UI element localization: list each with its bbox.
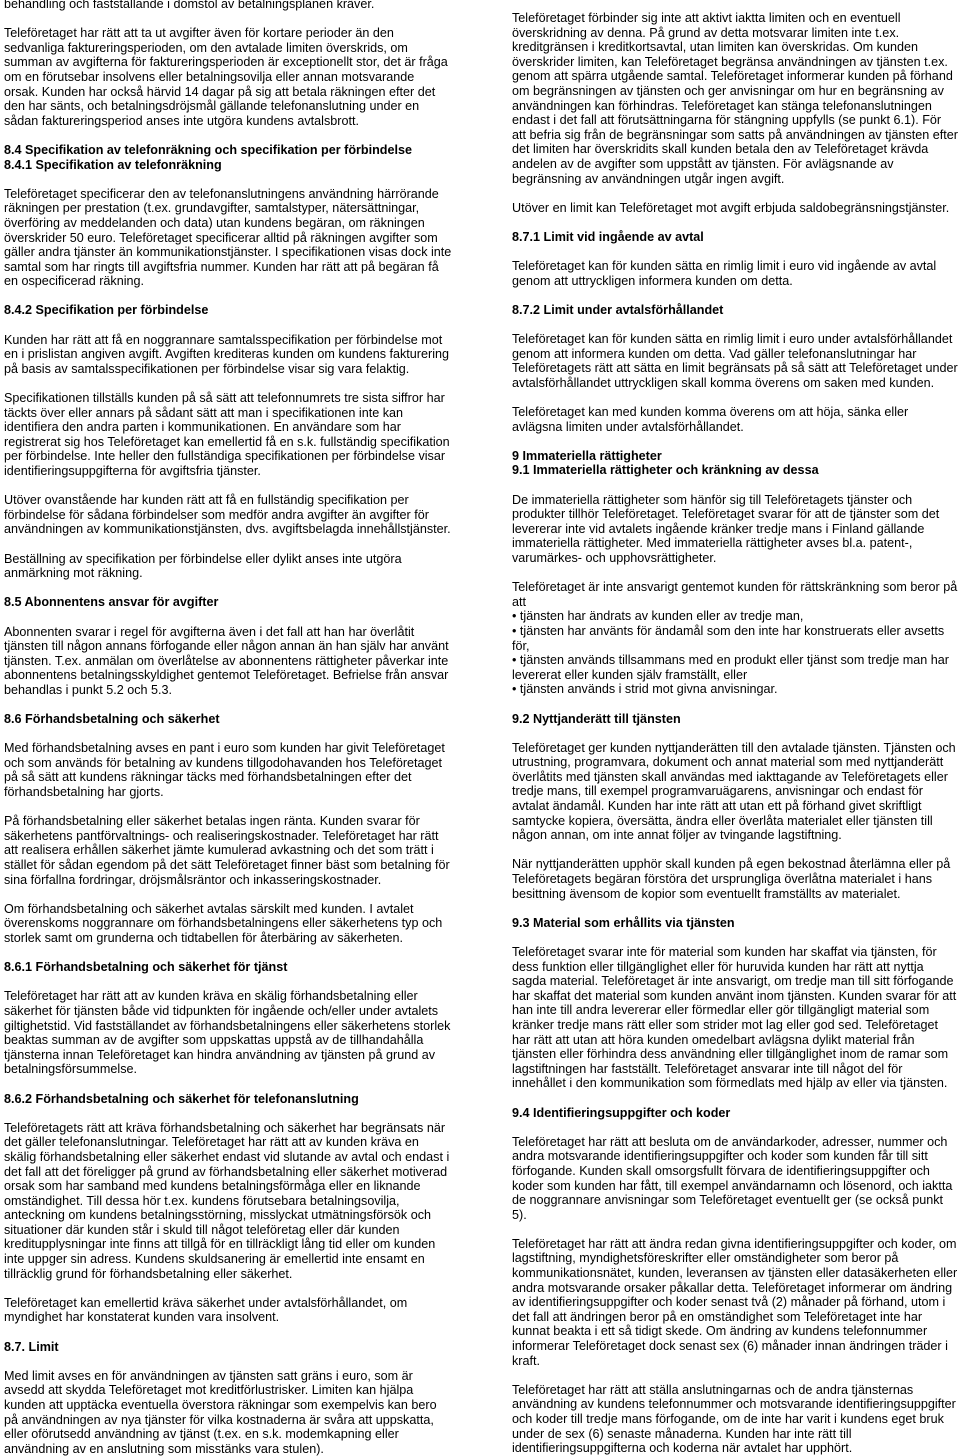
section-heading: 8.4.1 Specifikation av telefonräkning [4,157,222,172]
section-heading: 8.7.2 Limit under avtalsförhållandet [512,302,724,317]
paragraph: Teleföretaget svarar inte för material som kunden har skaffat via tjänsten, för dess funktion eller tillgänglighet eller för huruvida kunden har rätt att nyttja sagda material. Teleföretaget är inte ansvarigt, om tredje man till sitt förfogande har skaffat det material som kunden använt inom tjänsten. Kunden svarar för att han inte till andra levererar eller förmedlar eller gör tillgängligt material som kränker tredje mans rätt eller som strider mot lag eller god sed. Teleföretaget har rätt att utan att höra kunden omedelbart avlägsna dylikt material från tjänsten eller förhindra dess användning eller tillgänglighet inom de ramar som lagstiftningen har fastställt. Teleföretaget ansvarar inte till något del för innehållet i den kommunikation som förmedlats med hjälp av eller via tjänsten. [512,945,957,1091]
bullet-item: • tjänsten används tillsammans med en produkt eller tjänst som tredje man har levererat eller kunden själv framställt, eller [512,653,950,682]
bullet-item: • tjänsten används i strid mot givna anvisningar. [512,682,778,697]
paragraph: Med förhandsbetalning avses en pant i euro som kunden har givit Teleföretaget och som används för betalning av kundens tillgodohavanden hos Teleföretaget på så sätt att kundens räkningar täcks med förhandsbetalningen efter det förhandsbetalning har gjorts. [4,741,445,800]
section-heading: 8.7. Limit [4,1339,59,1354]
paragraph: Specifikationen tillställs kunden på så sätt att telefonnumrets tre sista siffror har täckts över eller annars på sådant sätt att man i specifikationen inte kan identifiera den andra parten i kommunikationen. En användare som har registrerat sig hos Teleföretaget kan emellertid få en s.k. fullständig specifikation per förbindelse. Inte heller den fullständiga specifikationen per förbindelse visar identifieringsuppgifterna för avgiftsfria tjänster. [4,391,450,478]
section-heading: 8.6.1 Förhandsbetalning och säkerhet för tjänst [4,960,288,975]
section-heading: 8.7.1 Limit vid ingående av avtal [512,229,704,244]
paragraph: Teleföretaget kan för kunden sätta en rimlig limit i euro vid ingående av avtal genom att uttryckligen informera kunden om detta. [512,259,937,288]
paragraph: När nyttjanderätten upphör skall kunden på egen bekostnad återlämna eller på Teleföretagets begäran förstöra det ursprungliga överlåtna materialet i hans besittning ävensom de kopior som eventuellt framställts av materialet. [512,857,951,901]
paragraph: Teleföretaget kan med kunden komma överens om att höja, sänka eller avlägsna limiten under avtalsförhållandet. [512,405,909,434]
section-heading: 9 Immateriella rättigheter [512,448,662,463]
paragraph: Teleföretaget kan för kunden sätta en rimlig limit i euro under avtalsförhållandet genom att informera kunden om detta. Vad gäller telefonanslutningar har Teleföretagets rätt att sätta en limit begränsats på så sätt att Teleföretaget under avtalsförhållandet uttryckligen skall komma överens om saken med kunden. [512,332,958,390]
paragraph: behandling och fastställande i domstol av betalningsplanen kräver. [4,0,375,11]
paragraph: Teleföretaget har rätt att ta ut avgifter även för kortare perioder än den sedvanliga faktureringsperioden, om den avtalade limiten överskrids, om summan av avgifterna för faktureringsperioden är exceptionellt stor, det är fråga om en förutsebar insolvens eller betalningsovilja eller annan motsvarande orsak. Kunden har också härvid 14 dagar på sig att betala räkningen efter det den har sänts, och betalningsdröjsmål gällande telefonanslutning under en sådan faktureringsperiod anses inte utgöra kundens avtalsbrott. [4,26,448,128]
section-heading: 8.6 Förhandsbetalning och säkerhet [4,712,220,727]
paragraph: Teleföretaget har rätt att av kunden kräva en skälig förhandsbetalning eller säkerhet för tjänsten både vid tidpunkten för ingående och/eller under avtalets giltighetstid. Vid fastställandet av förhandsbetalningens eller säkerhetens storlek beaktas summan av de avgifter som uppskattas uppstå av de tillhandahålla tjänsterna innan Teleföretaget kan hindra användning av tjänsten på grund av betalningsförsummelse. [4,989,451,1077]
paragraph: Beställning av specifikation per förbindelse eller dylikt anses inte utgöra anmärkning mot räkning. [4,551,402,581]
section-heading: 9.4 Identifieringsuppgifter och koder [512,1105,731,1120]
paragraph: Utöver en limit kan Teleföretaget mot avgift erbjuda saldobegränsningstjänster. [512,200,950,215]
paragraph: Utöver ovanstående har kunden rätt att få en fullständig specifikation per förbindelse för sådana förbindelser som medför andra avgifter än avgifter för användningen av kommunikationstjänsten, dvs. avgiftsbelagda innehållstjänster. [4,493,451,537]
paragraph: Teleföretaget förbinder sig inte att aktivt iaktta limiten och en eventuell överskridning av denna. På grund av detta motsvarar limiten inte t.ex. kreditgränsen i kreditkortsavtal, utan limiten kan överskridas. Om kunden överskrider limiten, kan Teleföretaget begränsa användningen av tjänsten t.ex. genom att spärra utgående samtal. Teleföretaget informerar kunden på förhand om begränsningen av tjänsten och ger anvisningar om hur en begränsning av användningen kan förhindras. Teleföretaget kan stänga telefonanslutningen endast i det fall att förutsättningarna för stängning uppfylls (se punkt 6.1). För att befria sig från de begränsningar som satts på användningen av tjänsten efter det limiten har överskridits skall kunden betala den av Teleföretaget krävda andelen av de avgifter som uppstått av tjänsten. För avlägsnande av begränsning av användningen utgår ingen avgift. [512,11,958,186]
paragraph: Teleföretagets rätt att kräva förhandsbetalning och säkerhet har begränsats när det gäller telefonanslutningar. Teleföretaget har rätt att av kunden kräva en skälig förhandsbetalning eller säkerhet endast vid slutande av avtal och endast i det fall att det föreligger på grund av förhandsbetalning eller säkerhet motiverad orsak som har samband med kundens betalningsförmåga eller en liknande omständighet. Till dessa hör t.ex. kundens förutsebara betalningsovilja, anteckning om kundens betalningsstörning, misslyckat utmätningsförsök och situationer där kunden står i skuld till något teleföretag eller där kunden kreditupplysningar inte finns att tillgå för en tillräckligt lång tid eller om kunden inte uppger sin adress. Kundens skuldsanering är emellertid inte ensamt en tillräcklig grund för förhandsbetalning eller säkerhet. [4,1120,450,1281]
paragraph: Teleföretaget kan emellertid kräva säkerhet under avtalsförhållandet, om myndighet har konstaterat kunden vara insolvent. [4,1295,408,1325]
paragraph: Med limit avses en för användningen av tjänsten satt gräns i euro, som är avsedd att skydda Teleföretaget mot kreditförlustrisker. Limiten kan hjälpa kunden att upptäcka eventuella överstora räkningar som exempelvis kan bero på användningen av nya tjänster för vilka kostnaderna är svåra att uppskatta, eller oförutsedd användning av tjänst (t.ex. en s.k. modemkapning eller användning av en anslutning som misstänks vara stulen). [4,1368,437,1456]
paragraph: Abonnenten svarar i regel för avgifterna även i det fall att han har överlåtit tjänsten till någon annans förfogande eller någon annan än han själv har använt tjänsten. T.ex. anmälan om överlåtelse av abonnentens rättigheter påverkar inte abonnentens betalningsskyldighet gentemot Teleföretaget. Befrielse från ansvar behandlas i punkt 5.2 och 5.3. [4,624,449,697]
section-heading: 8.6.2 Förhandsbetalning och säkerhet för telefonanslutning [4,1091,359,1106]
paragraph: Teleföretaget ger kunden nyttjanderätten till den avtalade tjänsten. Tjänsten och utrustning, programvara, dokument och annat material som med nyttjanderätt överlåtits med tjänsten skall användas med iakttagande av Teleföretagets eller tredje mans, till exempel programvaruägarens, anvisningar och endast för avtalat ändamål. Kunden har inte rätt att utan ett på förhand givet skriftligt samtycke kopiera, översätta, ändra eller överlåta materialet eller tjänsten till någon annan, om inte annat följer av tvingande lagstiftning. [512,740,956,843]
left-column [4,0,452,1456]
paragraph: Teleföretaget har rätt att ändra redan givna identifieringsuppgifter och koder, om lagstiftning, myndighetsföreskrifter eller omständigheter som beror på kommunikationsnätet, kunden, leveransen av tjänsten eller datasäkerheten eller andra motsvarande orsaker påkallar detta. Teleföretaget informerar om ändring av identifieringsuppgifter och koder senast två (2) månader på förhand, utom i det fall att ändringen beror på en omständighet som Teleföretaget inte har kunnat beakta i ett så tidigt skede. Om ändring av kundens telefonnummer informerar Teleföretaget dock senast sex (6) månader innan ändringen träder i kraft. [512,1236,958,1368]
paragraph: Teleföretaget specificerar den av telefonanslutningens användning härrörande räkningen per prestation (t.ex. grundavgifter, samtalstyper, nätersättningar, överföring av meddelanden och data) utan kundens begäran, om räkningen överskrider 50 euro. Teleföretaget specificerar alltid på räkningen avgifter som gäller andra tjänster än kommunikationstjänster. I specifikationen visas dock inte samtal som har ringts till avgiftsfria nummer. Kunden har rätt att på begäran få en ospecificerad räkning. [4,186,452,289]
paragraph: Teleföretaget har rätt att besluta om de användarkoder, adresser, nummer och andra motsvarande identifieringsuppgifter och koder som kunden får till sitt förfogande. Kunden skall omsorgsfullt förvara de identifieringsuppgifter och koder som kunden har fått, till exempel användarnamn och lösenord, och iaktta de noggrannare anvisningar som Teleföretaget eventuellt ger (se också punkt 5). [512,1134,953,1222]
section-heading: 8.4.2 Specifikation per förbindelse [4,303,209,318]
paragraph: De immateriella rättigheter som hänför sig till Teleföretagets tjänster och produkter tillhör Teleföretaget. Teleföretaget svarar för att de tjänster som det levererar inte vid avtalets ingående kränker tredje mans i Finland gällande immateriella rättigheter. Med immateriella rättigheter avses bl.a. patent-, varumärkes- och upphovsrättigheter. [512,492,940,565]
paragraph: På förhandsbetalning eller säkerhet betalas ingen ränta. Kunden svarar för säkerhetens pantförvaltnings- och realiseringskostnader. Teleföretaget har rätt att realisera erhållen säkerhet jämte kumulerad avkastning och det som trätt i stället för sådan egendom på det sätt Teleföretaget finner bäst som betalning för sina förfallna fordringar, dröjsmålsräntor och inkasseringskostnader. [4,814,450,887]
paragraph: Teleföretaget är inte ansvarigt gentemot kunden för rättskränkning som beror på att [512,580,958,609]
right-column [512,11,958,1456]
section-heading: 8.4 Specifikation av telefonräkning och specifikation per förbindelse [4,142,412,157]
section-heading: 9.1 Immateriella rättigheter och kränkning av dessa [512,463,819,478]
bullet-item: • tjänsten har använts för ändamål som den inte har konstruerats eller avsetts för, [512,623,945,653]
section-heading: 9.2 Nyttjanderätt till tjänsten [512,711,681,726]
section-heading: 9.3 Material som erhållits via tjänsten [512,915,735,930]
bullet-item: • tjänsten har ändrats av kunden eller av tredje man, [512,609,804,624]
paragraph: Teleföretaget har rätt att ställa anslutningarnas och de andra tjänsternas användning av kundens telefonnummer och motsvarande identifieringsuppgifter och koder till tredje mans förfogande, om de inte har varit i kundens eget bruk under de sex (6) senaste månaderna. Kunden har inte rätt till identifieringsuppgifterna och koderna när avtalet har upphört. [512,1382,956,1456]
paragraph: Om förhandsbetalning och säkerhet avtalas särskilt med kunden. I avtalet överenskoms noggrannare om förhandsbetalningens eller säkerhetens typ och storlek samt om grunderna och tidtabellen för återbäring av säkerheten. [4,901,443,945]
paragraph: Kunden har rätt att få en noggrannare samtalsspecifikation per förbindelse mot en i prislistan angiven avgift. Avgiften krediteras kunden om kundens fakturering på basis av samtalsspecifikationen per förbindelse visar sig vara felaktig. [4,332,450,376]
section-heading: 8.5 Abonnentens ansvar för avgifter [4,595,219,610]
